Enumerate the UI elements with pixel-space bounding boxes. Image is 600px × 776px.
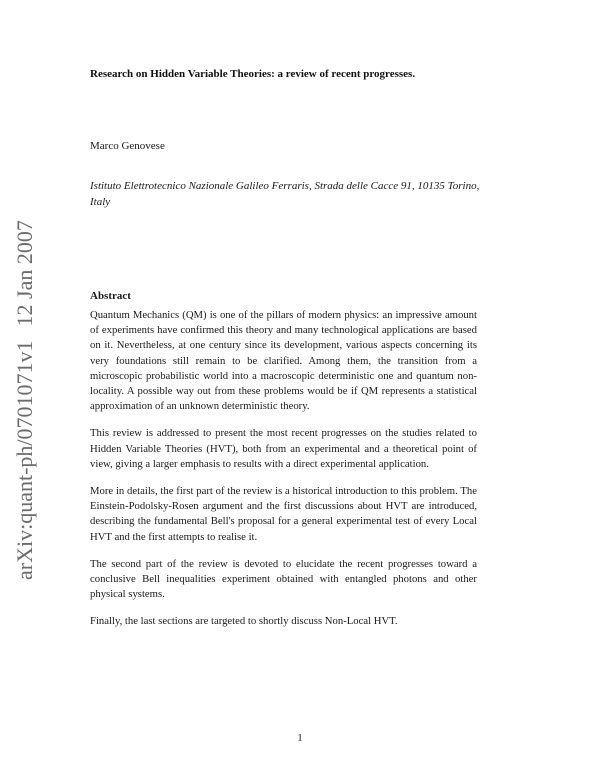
arxiv-identifier: arXiv:quant-ph/0701071v1 (12, 340, 37, 580)
abstract-paragraph: The second part of the review is devoted to elucidate the recent progresses toward a conclusive Bell inequalities experiment obtained with entangled photons and other physical systems. (90, 557, 477, 601)
abstract-paragraph: This review is addressed to present the most recent progresses on the studies related to Hidden Variable Theories (HVT), both from an experimental and a theoretical point of view, giving a larger emphasis to results with a direct experimental application. (90, 427, 477, 470)
abstract-heading: Abstract (90, 290, 131, 302)
page-number: 1 (297, 732, 303, 744)
arxiv-stamp (10, 200, 40, 580)
author-affiliation: Istituto Elettrotecnico Nazionale Galileo Ferraris, Strada delle Cacce 91, 10135 Torino, Italy (90, 180, 480, 208)
abstract-paragraph: More in details, the first part of the review is a historical introduction to this problem. The Einstein-Podolsky-Rosen argument and the first discussions about HVT are introduced, describing the fundamental Bell's proposal for a general experimental test of every Local HVT and the first attempts to realise it. (90, 485, 477, 543)
abstract-body (90, 308, 477, 642)
author-name: Marco Genovese (90, 140, 165, 152)
abstract-paragraph: Quantum Mechanics (QM) is one of the pillars of modern physics: an impressive amount of experiments have confirmed this theory and many technological applications are based on it. Nevertheless, at one century since its development, various aspects concerning its very foundations still remain to be clarified. Among them, the transition from a microscopic probabilistic world into a macroscopic deterministic one and quantum non-locality. A possible way out from these problems would be if QM represents a statistical approximation of an unknown deterministic theory. (90, 309, 477, 413)
arxiv-date: 12 Jan 2007 (12, 220, 37, 327)
abstract-paragraph: Finally, the last sections are targeted to shortly discuss Non-Local HVT. (90, 615, 398, 628)
paper-title: Research on Hidden Variable Theories: a review of recent progresses. (90, 68, 416, 80)
